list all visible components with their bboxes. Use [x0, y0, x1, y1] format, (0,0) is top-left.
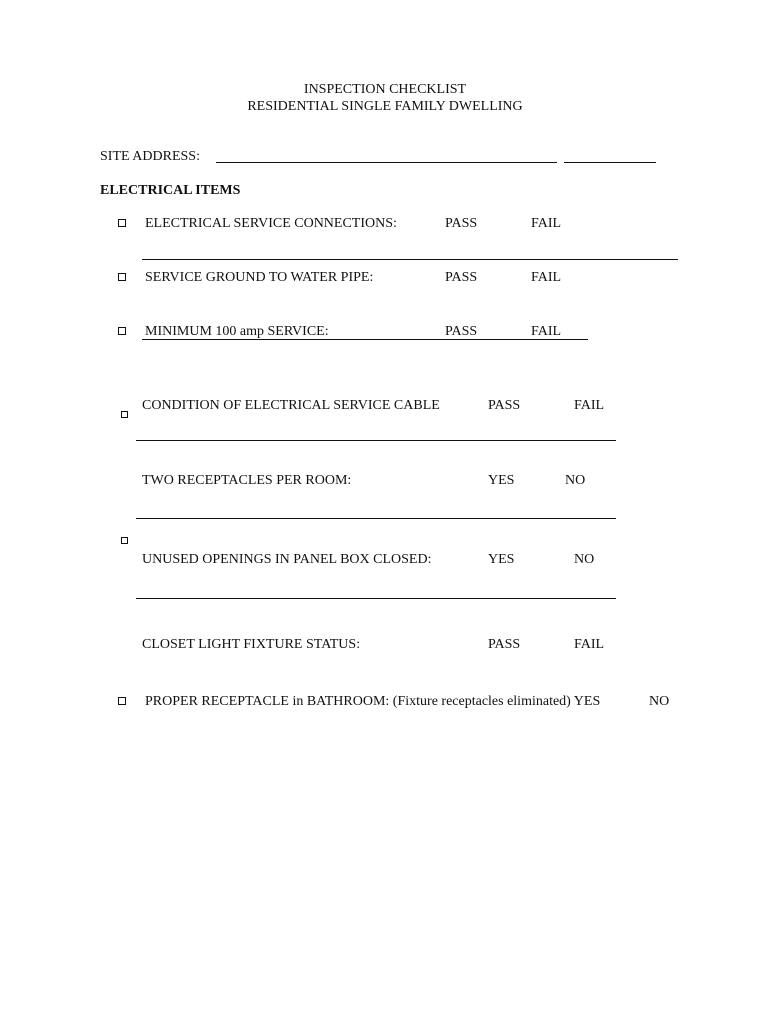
- no-option[interactable]: NO: [574, 552, 595, 567]
- item-label: CONDITION OF ELECTRICAL SERVICE CABLE: [142, 398, 440, 413]
- checkbox-item-8[interactable]: [118, 697, 126, 705]
- yes-option[interactable]: YES: [488, 552, 515, 567]
- pass-option[interactable]: PASS: [445, 270, 478, 285]
- item-label: MINIMUM 100 amp SERVICE:: [145, 324, 329, 339]
- site-address-line-extra[interactable]: [564, 162, 656, 163]
- separator-line: [136, 518, 616, 519]
- separator-line: [142, 339, 588, 340]
- checkbox-item-2[interactable]: [118, 273, 126, 281]
- fail-option[interactable]: FAIL: [574, 637, 605, 652]
- section-title: ELECTRICAL ITEMS: [100, 183, 241, 198]
- checkbox-item-4[interactable]: [121, 411, 128, 418]
- item-label: CLOSET LIGHT FIXTURE STATUS:: [142, 637, 361, 652]
- checkbox-item-6[interactable]: [121, 537, 128, 544]
- pass-option[interactable]: PASS: [488, 398, 521, 413]
- pass-option[interactable]: PASS: [488, 637, 521, 652]
- site-address-line[interactable]: [216, 162, 557, 163]
- item-label: SERVICE GROUND TO WATER PIPE:: [145, 270, 374, 285]
- fail-option[interactable]: FAIL: [531, 324, 562, 339]
- item-label: PROPER RECEPTACLE in BATHROOM: (Fixture receptacles eliminated) YES: [145, 694, 601, 709]
- pass-option[interactable]: PASS: [445, 216, 478, 231]
- pass-option[interactable]: PASS: [445, 324, 478, 339]
- yes-option[interactable]: YES: [488, 473, 515, 488]
- item-label: TWO RECEPTACLES PER ROOM:: [142, 473, 352, 488]
- checkbox-item-3[interactable]: [118, 327, 126, 335]
- document-title: INSPECTION CHECKLIST: [303, 82, 467, 97]
- fail-option[interactable]: FAIL: [574, 398, 605, 413]
- separator-line: [142, 259, 678, 260]
- fail-option[interactable]: FAIL: [531, 270, 562, 285]
- no-option[interactable]: NO: [565, 473, 586, 488]
- fail-option[interactable]: FAIL: [531, 216, 562, 231]
- item-label: ELECTRICAL SERVICE CONNECTIONS:: [145, 216, 397, 231]
- checkbox-item-1[interactable]: [118, 219, 126, 227]
- separator-line: [136, 598, 616, 599]
- separator-line: [136, 440, 616, 441]
- item-label: UNUSED OPENINGS IN PANEL BOX CLOSED:: [142, 552, 432, 567]
- no-option[interactable]: NO: [649, 694, 670, 709]
- site-address-label: SITE ADDRESS:: [100, 149, 200, 164]
- document-subtitle: RESIDENTIAL SINGLE FAMILY DWELLING: [247, 99, 523, 114]
